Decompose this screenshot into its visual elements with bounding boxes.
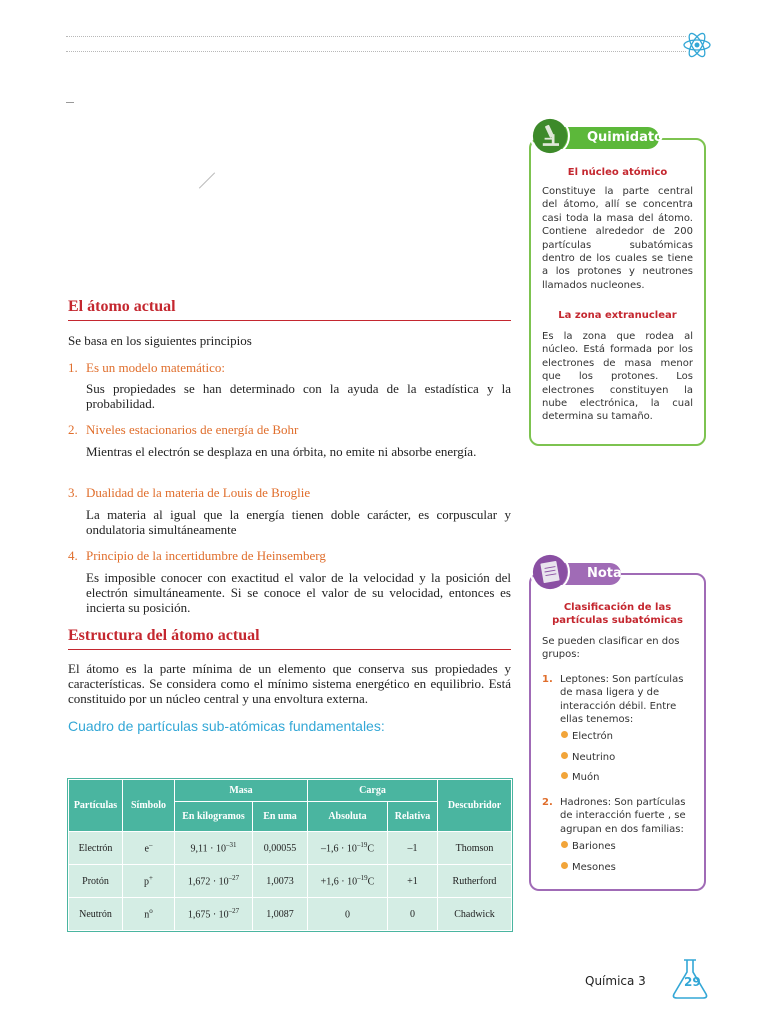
cell-uma: 1,0087 [253, 898, 308, 931]
nota-bullet [561, 751, 691, 764]
symbol-base: e [144, 843, 149, 855]
bullet-label: Neutrino [572, 752, 616, 763]
cell-kg [175, 865, 253, 898]
bullet-label: Electrón [572, 731, 614, 742]
bullet-dot-icon [561, 731, 568, 738]
bullet-label: Muón [572, 772, 600, 783]
cell-relativa: +1 [388, 865, 438, 898]
nota-item-number: 1. [542, 674, 553, 685]
quimidato-title-2: La zona extranuclear [558, 310, 677, 321]
header-descubridor: Descubridor [438, 780, 512, 832]
symbol-base: n [144, 909, 150, 921]
abs-base: –1,6 · 10 [320, 843, 357, 855]
bullet-dot-icon [561, 772, 568, 779]
principle-number: 2. [68, 422, 78, 437]
abs-base: 0 [345, 909, 350, 921]
cell-relativa: –1 [388, 832, 438, 865]
nota-bullet [561, 861, 691, 874]
cell-discoverer: Thomson [438, 832, 512, 865]
header-uma: En uma [253, 802, 308, 832]
kg-base: 9,11 · 10 [190, 843, 226, 855]
principle-title: Dualidad de la materia de Louis de Broglie [86, 485, 311, 500]
principle-title: Principio de la incertidumbre de Heinsemberg [86, 548, 326, 563]
bullet-dot-icon [561, 862, 568, 869]
abs-exp: –19 [356, 841, 368, 850]
decorative-mark [199, 172, 215, 188]
quimidato-text-1: Constituye la parte central del átomo, allí se concentra casi toda la masa del átomo. Contiene alrededor de 200 partículas subatómicas dentro de los cuales se tiene a los protones y neutrones llamados nucleones. [542, 186, 693, 291]
nota-item2-text: Hadrones: Son partículas de interacción fuerte , se agrupan en dos familias: [560, 797, 686, 835]
header-simbolo: Símbolo [123, 780, 175, 832]
cell-symbol [123, 898, 175, 931]
microscope-icon [530, 116, 570, 156]
atom-icon [682, 30, 712, 60]
cell-kg [175, 832, 253, 865]
symbol-base: p [144, 876, 150, 888]
abs-unit: C [367, 876, 375, 888]
bullet-label: Mesones [572, 862, 616, 873]
header-carga: Carga [308, 780, 438, 802]
principle-title: Niveles estacionarios de energía de Bohr [86, 422, 299, 437]
principle-number: 4. [68, 548, 78, 563]
cell-absoluta [308, 832, 388, 865]
cell-discoverer: Chadwick [438, 898, 512, 931]
kg-exp: –31 [225, 841, 237, 850]
kg-base: 1,675 · 10 [187, 909, 229, 921]
abs-unit: C [367, 843, 374, 855]
symbol-sup: – [148, 841, 153, 850]
table-row [69, 898, 512, 931]
table-row [69, 832, 512, 865]
table-row [69, 865, 512, 898]
header-particulas: Partículas [69, 780, 123, 832]
bullet-dot-icon [561, 752, 568, 759]
principle-2-title [68, 422, 511, 437]
bullet-label: Bariones [572, 841, 616, 852]
principle-number: 3. [68, 485, 78, 500]
abs-exp: –19 [357, 874, 368, 883]
principle-1-text: Sus propiedades se han determinado con la ayuda de la estadística y la probabilidad. [86, 381, 511, 411]
particles-table [68, 779, 512, 931]
quimidato-title-1: El núcleo atómico [567, 167, 668, 178]
decorative-mark [66, 102, 74, 103]
header-dotted-line [66, 36, 686, 37]
cell-relativa: 0 [388, 898, 438, 931]
principle-4-title [68, 548, 511, 563]
nota-item1-text: Leptones: Son partículas de masa ligera y de interacción débil. Entre ellas tenemos: [560, 674, 684, 726]
header-absoluta: Absoluta [308, 802, 388, 832]
cell-particle: Neutrón [69, 898, 123, 931]
section-title-estructura: Estructura del átomo actual [68, 627, 511, 650]
quimidato-text-2: Es la zona que rodea al núcleo. Está formada por los electrones de masa menor que los protones. Los electrones constituyen la nube electrónica, la cual determina su tamaño. [542, 331, 693, 423]
principle-title: Es un modelo matemático: [86, 360, 225, 375]
kg-exp: –27 [228, 907, 240, 916]
cell-particle: Protón [69, 865, 123, 898]
nota-bullet [561, 840, 691, 853]
abs-base: +1,6 · 10 [320, 876, 358, 888]
page-number: 29 [684, 975, 701, 989]
cell-uma: 0,00055 [253, 832, 308, 865]
nota-title: Clasificación de las partículas subatómicas [552, 602, 683, 626]
footer-subject: Química 3 [585, 974, 646, 988]
cell-discoverer: Rutherford [438, 865, 512, 898]
kg-base: 1,672 · 10 [187, 876, 229, 888]
cell-symbol [123, 832, 175, 865]
bullet-dot-icon [561, 841, 568, 848]
quimidato-badge: Quimidato [547, 127, 659, 149]
principle-3-title [68, 485, 511, 500]
section2-text: El átomo es la parte mínima de un elemento que conserva sus propiedades y características. Se considera como el mínimo sistema energético en equilibrio. Está constituido por un núcleo central y una envoltura externa. [68, 661, 511, 706]
nota-bullet [561, 730, 691, 743]
principle-1-title [68, 360, 511, 375]
notepad-icon [530, 552, 570, 592]
header-masa: Masa [175, 780, 308, 802]
nota-item-number: 2. [542, 797, 553, 808]
table-heading: Cuadro de partículas sub-atómicas fundamentales: [68, 718, 385, 734]
cell-kg [175, 898, 253, 931]
header-kg: En kilogramos [175, 802, 253, 832]
cell-absoluta [308, 865, 388, 898]
cell-particle: Electrón [69, 832, 123, 865]
principle-3-text: La materia al igual que la energía tienen doble carácter, es corpuscular y ondulatoria simultáneamente [86, 507, 511, 537]
cell-symbol [123, 865, 175, 898]
symbol-sup: o [149, 907, 153, 916]
cell-uma: 1,0073 [253, 865, 308, 898]
section-intro: Se basa en los siguientes principios [68, 333, 252, 348]
nota-badge: Nota [547, 563, 621, 585]
kg-exp: –27 [228, 874, 240, 883]
nota-bullet [561, 771, 691, 784]
principle-4-text: Es imposible conocer con exactitud el valor de la velocidad y la posición del electrón simultáneamente. Si se conoce el valor de su velocidad, entonces es incierta su posición. [86, 570, 511, 615]
symbol-sup: + [149, 874, 153, 883]
header-relativa: Relativa [388, 802, 438, 832]
cell-absoluta [308, 898, 388, 931]
principle-number: 1. [68, 360, 78, 375]
header-dotted-line [66, 51, 686, 52]
section-title-atomo-actual: El átomo actual [68, 298, 511, 321]
principle-2-text: Mientras el electrón se desplaza en una órbita, no emite ni absorbe energía. [86, 444, 477, 459]
nota-intro: Se pueden clasificar en dos grupos: [542, 636, 680, 661]
